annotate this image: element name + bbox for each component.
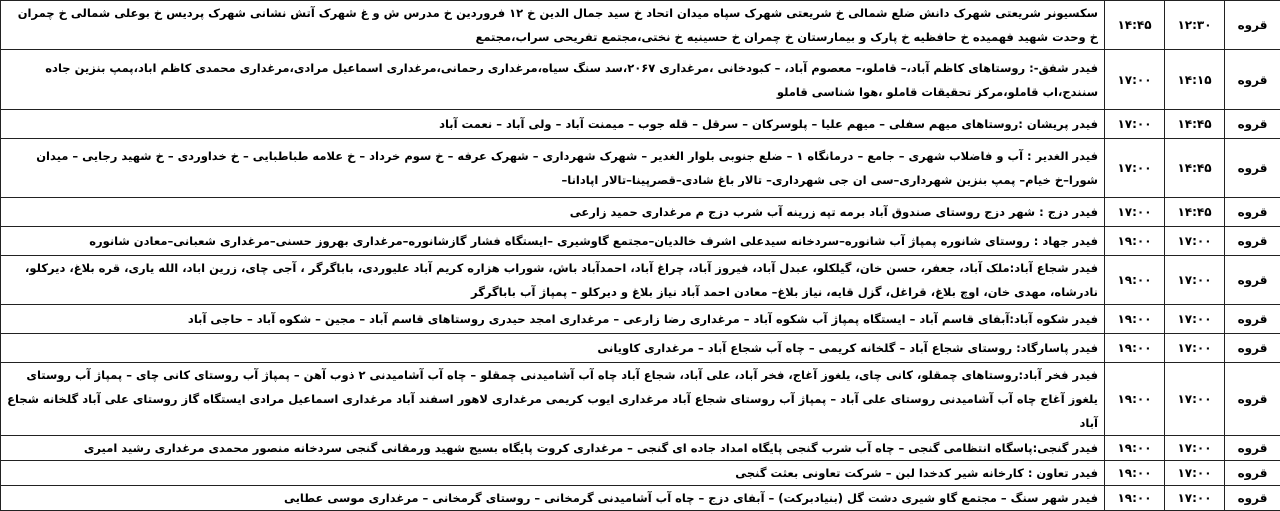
feeder-description-cell: فیدر شجاع آباد:ملک آباد، جعفر، حسن خان، گیلکلو، عبدل آباد، فیروز آباد، چراغ آباد، احمدآباد باش، شوراب هزاره کریم آباد علیوردی، باباگرگر ، آجی چای، زرین اباد، الله یاری، قره بلاغ، دیرکلو، نادرشاه، مهدی خان، اوچ بلاغ، قراغل، گزل قایه، نیاز بلاغ– معادن احمد آباد نیاز بلاغ و دیرکلو – پمپاژ آب باباگرگر (1, 256, 1105, 305)
start-time-cell: ۱۴:۴۵ (1165, 139, 1225, 198)
start-time-cell: ۱۷:۰۰ (1165, 305, 1225, 334)
city-cell: قروه (1225, 436, 1280, 461)
end-time-cell: ۱۴:۴۵ (1105, 1, 1165, 50)
feeder-description-cell: فیدر فخر آباد:روستاهای چمقلو، کانی چای، یلغوز آغاج، فخر آباد، علی آباد، شجاع آباد چاه آب آشامیدنی چمقلو – چاه آب آشامیدنی ۲ ذوب آهن – پمپاژ آب روستای کانی چای – پمپاژ آب روستای یلغوز آغاج چاه آب آشامیدنی روستای علی آباد – پمپاژ آب روستای شجاع آباد مرغداری ایوب کریمی مرغداری لاهور اسفند آباد مرغداری اسماعیل مرادی ایستگاه گاز روستای علی آباد گلخانه شجاع آباد (1, 363, 1105, 436)
end-time-cell: ۱۹:۰۰ (1105, 227, 1165, 256)
start-time-cell: ۱۷:۰۰ (1165, 227, 1225, 256)
end-time-cell: ۱۷:۰۰ (1105, 50, 1165, 110)
table-row (1, 1, 1280, 50)
end-time-cell: ۱۹:۰۰ (1105, 436, 1165, 461)
start-time-cell: ۱۴:۴۵ (1165, 198, 1225, 227)
feeder-description-cell: فیدر شهر سنگ – مجتمع گاو شیری دشت گل (بنیادبرکت) – آبفای دزج – چاه آب آشامیدنی گرمخانی – روستای گرمخانی – مرغداری موسی عطایی (1, 486, 1105, 511)
end-time-cell: ۱۹:۰۰ (1105, 461, 1165, 486)
table-row (1, 139, 1280, 198)
feeder-description-cell: فیدر دزج : شهر دزج روستای صندوق آباد برمه تپه زرینه آب شرب دزج م مرغداری حمید زارعی (1, 198, 1105, 227)
city-cell: قروه (1225, 198, 1280, 227)
city-cell: قروه (1225, 256, 1280, 305)
feeder-description-cell: فیدر شکوه آباد:آبفای قاسم آباد – ایستگاه پمپاژ آب شکوه آباد – مرغداری رضا زارعی – مرغداری امجد حیدری روستاهای قاسم آباد – مجین – شکوه آباد – حاجی آباد (1, 305, 1105, 334)
end-time-cell: ۱۹:۰۰ (1105, 305, 1165, 334)
city-cell: قروه (1225, 363, 1280, 436)
table-row (1, 50, 1280, 110)
feeder-description-cell: فیدر گنجی:پاسگاه انتظامی گنجی – چاه آب شرب گنجی پایگاه امداد جاده ای گنجی – مرغداری کروت پایگاه بسیج شهید ورمقانی گنجی سردخانه منصور محمدی مرغداری رشید امیری (1, 436, 1105, 461)
table-row (1, 461, 1280, 486)
table-row (1, 110, 1280, 139)
start-time-cell: ۱۷:۰۰ (1165, 256, 1225, 305)
end-time-cell: ۱۹:۰۰ (1105, 363, 1165, 436)
end-time-cell: ۱۹:۰۰ (1105, 334, 1165, 363)
end-time-cell: ۱۹:۰۰ (1105, 256, 1165, 305)
end-time-cell: ۱۷:۰۰ (1105, 198, 1165, 227)
feeder-description-cell: فیدر الغدیر : آب و فاضلاب شهری – جامع – درمانگاه ۱ – ضلع جنوبی بلوار الغدیر – شهرک شهرداری – شهرک عرفه – خ سوم خرداد – خ علامه طباطبایی – خ خداوردی – خ شهید رجایی – میدان شورا–خ خیام– پمپ بنزین شهرداری–سی ان جی شهرداری– تالار باغ شادی–قصرپینا–تالار اپادانا– (1, 139, 1105, 198)
start-time-cell: ۱۷:۰۰ (1165, 486, 1225, 511)
city-cell: قروه (1225, 110, 1280, 139)
city-cell: قروه (1225, 50, 1280, 110)
table-row (1, 305, 1280, 334)
start-time-cell: ۱۷:۰۰ (1165, 363, 1225, 436)
table-row (1, 436, 1280, 461)
feeder-description-cell: فیدر شفق-: روستاهای کاظم آباد،– قاملو،– معصوم آباد، – کبودخانی ،مرغداری ۲۰۶۷،سد سنگ سیاه،مرغداری رحمانی،مرغداری اسماعیل مرادی،مرغداری محمدی کاظم اباد،پمپ بنزین جاده سنندج،اب قاملو،مرکز تحقیقات قاملو ،هوا شناسی قاملو (1, 50, 1105, 110)
table-row (1, 363, 1280, 436)
city-cell: قروه (1225, 305, 1280, 334)
feeder-description-cell: فیدر تعاون : کارخانه شیر کدخدا لبن – شرکت تعاونی بعثت گنجی (1, 461, 1105, 486)
start-time-cell: ۱۷:۰۰ (1165, 334, 1225, 363)
table-row (1, 198, 1280, 227)
table-row (1, 227, 1280, 256)
start-time-cell: ۱۲:۳۰ (1165, 1, 1225, 50)
start-time-cell: ۱۴:۱۵ (1165, 50, 1225, 110)
city-cell: قروه (1225, 227, 1280, 256)
start-time-cell: ۱۷:۰۰ (1165, 461, 1225, 486)
city-cell: قروه (1225, 334, 1280, 363)
feeder-description-cell: فیدر پریشان :روستاهای میهم سفلی – میهم علیا – پلوسرکان – سرقل – قله جوب – میمنت آباد – ولی آباد – نعمت آباد (1, 110, 1105, 139)
city-cell: قروه (1225, 139, 1280, 198)
table-row (1, 256, 1280, 305)
table-row (1, 334, 1280, 363)
feeder-description-cell: سکسیونر شریعتی شهرک دانش ضلع شمالی خ شریعتی شهرک سپاه میدان اتحاد خ سید جمال الدین خ ۱۲ فروردین خ مدرس ش و غ شهرک آتش نشانی شهرک پردیس خ بوعلی شمالی خ چمران خ وحدت شهید فهمیده خ حافظیه خ پارک و بیمارستان خ چمران خ حسینیه خ نختی،مجتمع تفریحی سراب،مجتمع (1, 1, 1105, 50)
end-time-cell: ۱۷:۰۰ (1105, 139, 1165, 198)
start-time-cell: ۱۴:۴۵ (1165, 110, 1225, 139)
end-time-cell: ۱۹:۰۰ (1105, 486, 1165, 511)
feeder-description-cell: فیدر پاسارگاد: روستای شجاع آباد – گلخانه کریمی – چاه آب شجاع آباد – مرغداری کاویانی (1, 334, 1105, 363)
city-cell: قروه (1225, 461, 1280, 486)
city-cell: قروه (1225, 1, 1280, 50)
feeder-description-cell: فیدر جهاد : روستای شانوره پمپاژ آب شانوره–سردخانه سیدعلی اشرف خالدیان–مجتمع گاوشیری –ایستگاه فشار گازشانوره–مرغداری بهروز حسنی–مرغداری شعبانی–معادن شانوره (1, 227, 1105, 256)
table-row (1, 486, 1280, 511)
start-time-cell: ۱۷:۰۰ (1165, 436, 1225, 461)
city-cell: قروه (1225, 486, 1280, 511)
end-time-cell: ۱۷:۰۰ (1105, 110, 1165, 139)
